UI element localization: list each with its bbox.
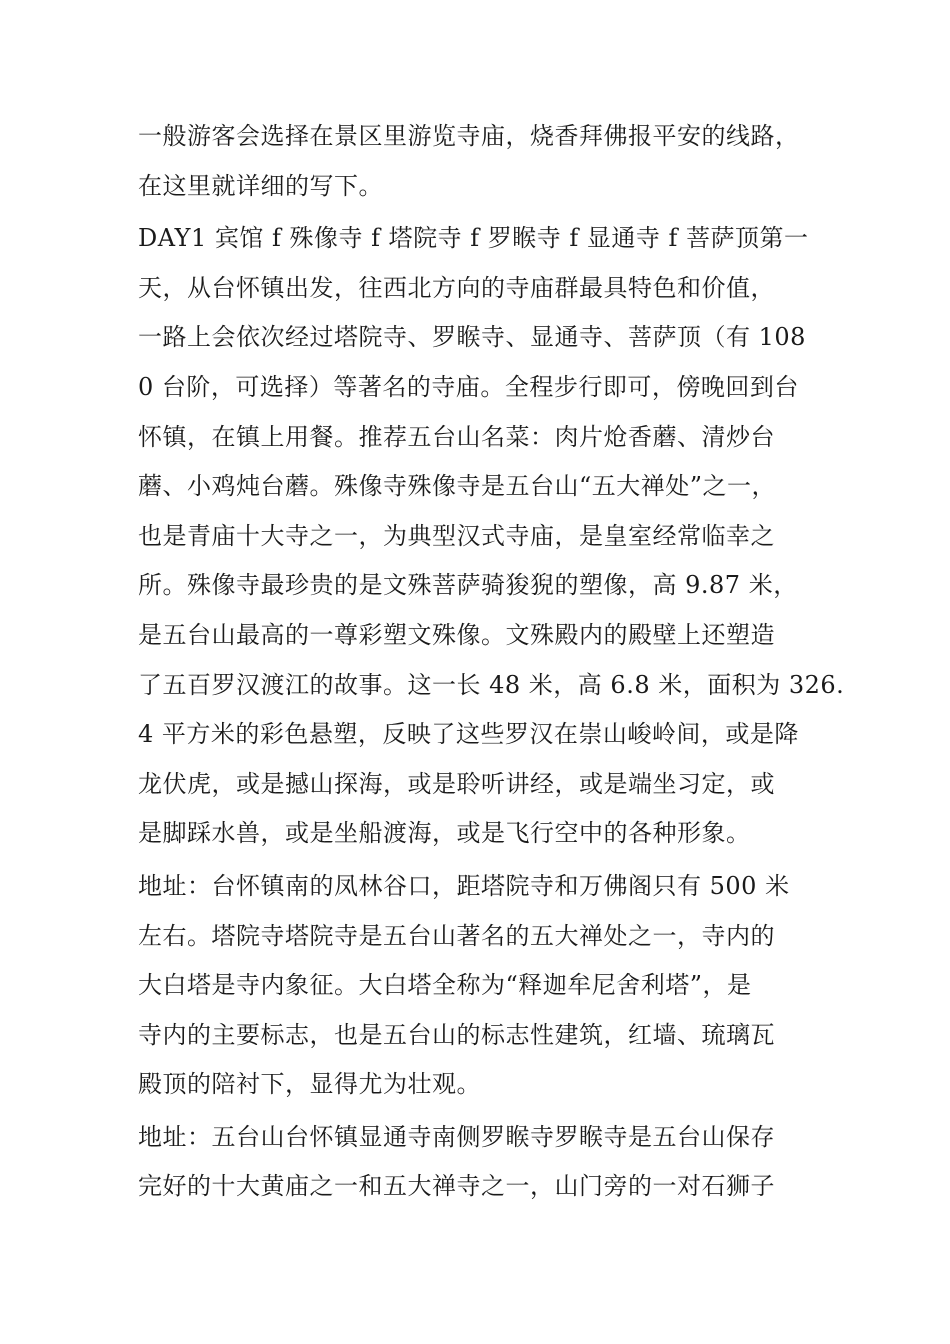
document-body bbox=[138, 112, 845, 1215]
text-line: 了五百罗汉渡江的故事。这一长 48 米，高 6.8 米，面积为 326. bbox=[138, 670, 845, 699]
text-line: 也是青庙十大寺之一，为典型汉式寺庙，是皇室经常临幸之 bbox=[138, 521, 775, 550]
text-line: 0 台阶，可选择）等著名的寺庙。全程步行即可，傍晚回到台 bbox=[138, 372, 799, 401]
paragraph-address-1 bbox=[138, 862, 828, 1110]
text-line: 是脚踩水兽，或是坐船渡海，或是飞行空中的各种形象。 bbox=[138, 819, 751, 848]
paragraph-intro bbox=[138, 112, 828, 211]
text-line: DAY1 宾馆 f 殊像寺 f 塔院寺 f 罗睺寺 f 显通寺 f 菩萨顶第一 bbox=[138, 224, 809, 253]
text-line: 在这里就详细的写下。 bbox=[138, 171, 383, 200]
text-line: 一路上会依次经过塔院寺、罗睺寺、显通寺、菩萨顶（有 108 bbox=[138, 323, 806, 352]
text-line: 寺内的主要标志，也是五台山的标志性建筑，红墙、琉璃瓦 bbox=[138, 1020, 775, 1049]
text-line: 天，从台怀镇出发，往西北方向的寺庙群最具特色和价值， bbox=[138, 273, 775, 302]
text-line: 龙伏虎，或是撼山探海，或是聆听讲经，或是端坐习定，或 bbox=[138, 769, 775, 798]
text-line: 大白塔是寺内象征。大白塔全称为“释迦牟尼舍利塔”，是 bbox=[138, 971, 752, 1000]
text-line: 地址：台怀镇南的凤林谷口，距塔院寺和万佛阁只有 500 米 bbox=[138, 871, 790, 900]
text-line: 地址：五台山台怀镇显通寺南侧罗睺寺罗睺寺是五台山保存 bbox=[138, 1122, 775, 1151]
text-line: 左右。塔院寺塔院寺是五台山著名的五大禅处之一，寺内的 bbox=[138, 921, 775, 950]
text-line: 蘑、小鸡炖台蘑。殊像寺殊像寺是五台山“五大禅处”之一， bbox=[138, 472, 777, 501]
text-line: 殿顶的陪衬下，显得尤为壮观。 bbox=[138, 1070, 481, 1099]
text-line: 是五台山最高的一尊彩塑文殊像。文殊殿内的殿壁上还塑造 bbox=[138, 620, 775, 649]
text-line: 一般游客会选择在景区里游览寺庙，烧香拜佛报平安的线路， bbox=[138, 122, 800, 150]
text-line: 怀镇，在镇上用餐。推荐五台山名菜：肉片炝香蘑、清炒台 bbox=[138, 422, 775, 451]
paragraph-day1 bbox=[138, 214, 845, 859]
text-line: 所。殊像寺最珍贵的是文殊菩萨骑狻猊的塑像，高 9.87 米， bbox=[138, 571, 798, 600]
text-line: 4 平方米的彩色悬塑，反映了这些罗汉在崇山峻岭间，或是降 bbox=[138, 720, 799, 749]
text-line: 完好的十大黄庙之一和五大禅寺之一，山门旁的一对石狮子 bbox=[138, 1172, 775, 1201]
paragraph-address-2 bbox=[138, 1113, 828, 1212]
